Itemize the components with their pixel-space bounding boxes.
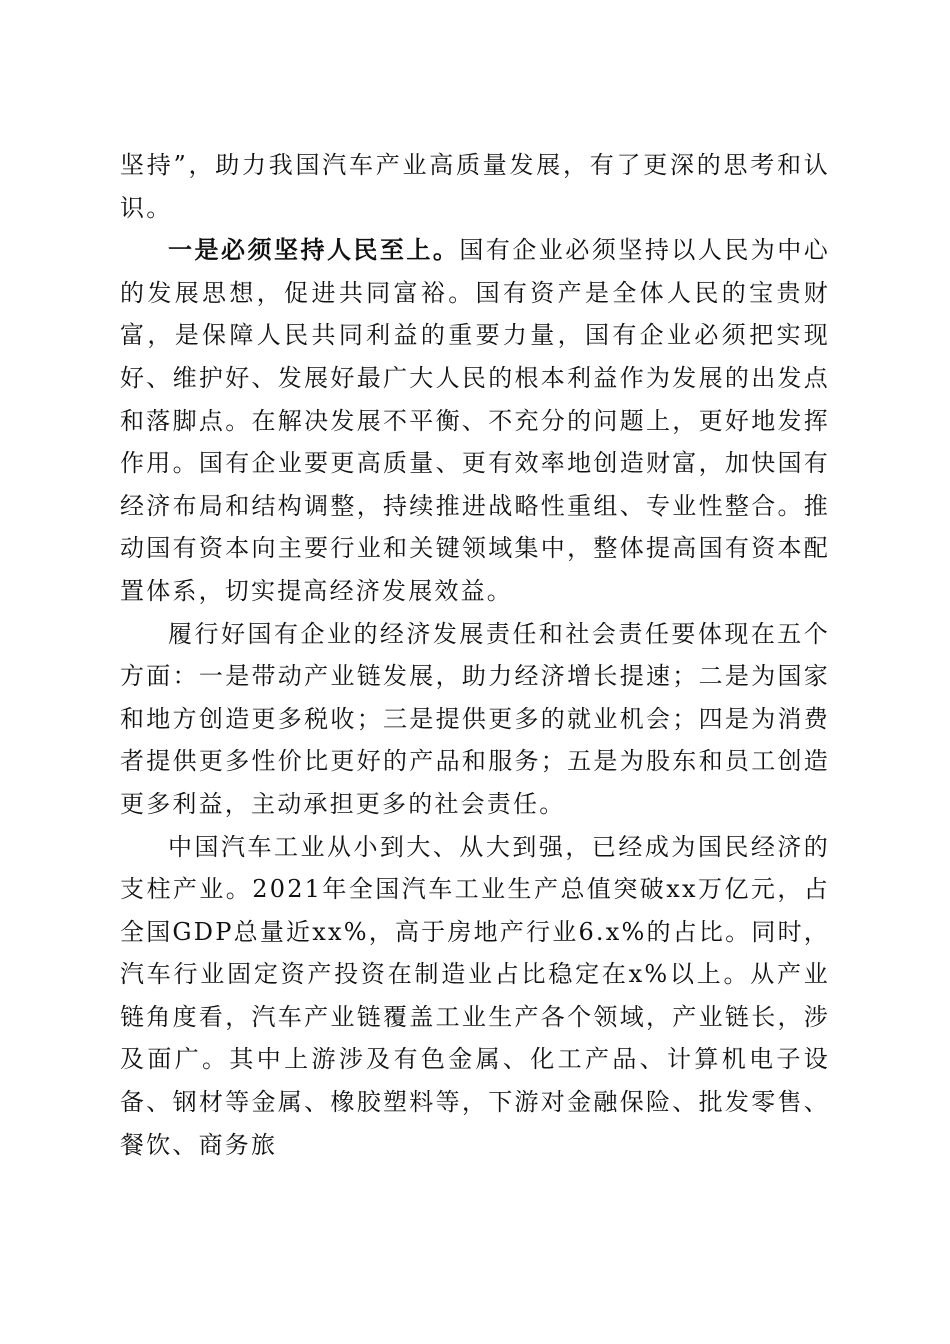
paragraph-text: 中国汽车工业从小到大、从大到强，已经成为国民经济的支柱产业。2021年全国汽车工业生产总值突破xx万亿元，占全国GDP总量近xx%，高于房地产行业6.x%的占比。同时，汽车行业固定资产投资在制造业占比稳定在x%以上。从产业链角度看，汽车产业链覆盖工业生产各个领域，产业链长，涉及面广。其中上游涉及有色金属、化工产品、计算机电子设备、钢材等金属、橡胶塑料等，下游对金融保险、批发零售、餐饮、商务旅 — [120, 832, 830, 1159]
paragraph-auto-industry — [120, 826, 830, 1167]
paragraph-responsibilities — [120, 613, 830, 826]
paragraph-continuation — [120, 144, 830, 229]
paragraph-text: 国有企业必须坚持以人民为中心的发展思想，促进共同富裕。国有资产是全体人民的宝贵财富，是保障人民共同利益的重要力量，国有企业必须把实现好、维护好、发展好最广大人民的根本利益作为发展的出发点和落脚点。在解决发展不平衡、不充分的问题上，更好地发挥作用。国有企业要更高质量、更有效率地创造财富，加快国有经济布局和结构调整，持续推进战略性重组、专业性整合。推动国有资本向主要行业和关键领域集中，整体提高国有资本配置体系，切实提高经济发展效益。 — [120, 236, 830, 605]
paragraph-people-first — [120, 229, 830, 612]
paragraph-text: 坚持”，助力我国汽车产业高质量发展，有了更深的思考和认识。 — [120, 151, 830, 222]
paragraph-text: 履行好国有企业的经济发展责任和社会责任要体现在五个方面：一是带动产业链发展，助力经济增长提速；二是为国家和地方创造更多税收；三是提供更多的就业机会；四是为消费者提供更多性价比更好的产品和服务；五是为股东和员工创造更多利益，主动承担更多的社会责任。 — [120, 619, 830, 818]
document-body — [120, 144, 830, 1166]
paragraph-lead-heading: 一是必须坚持人民至上。 — [168, 235, 460, 265]
